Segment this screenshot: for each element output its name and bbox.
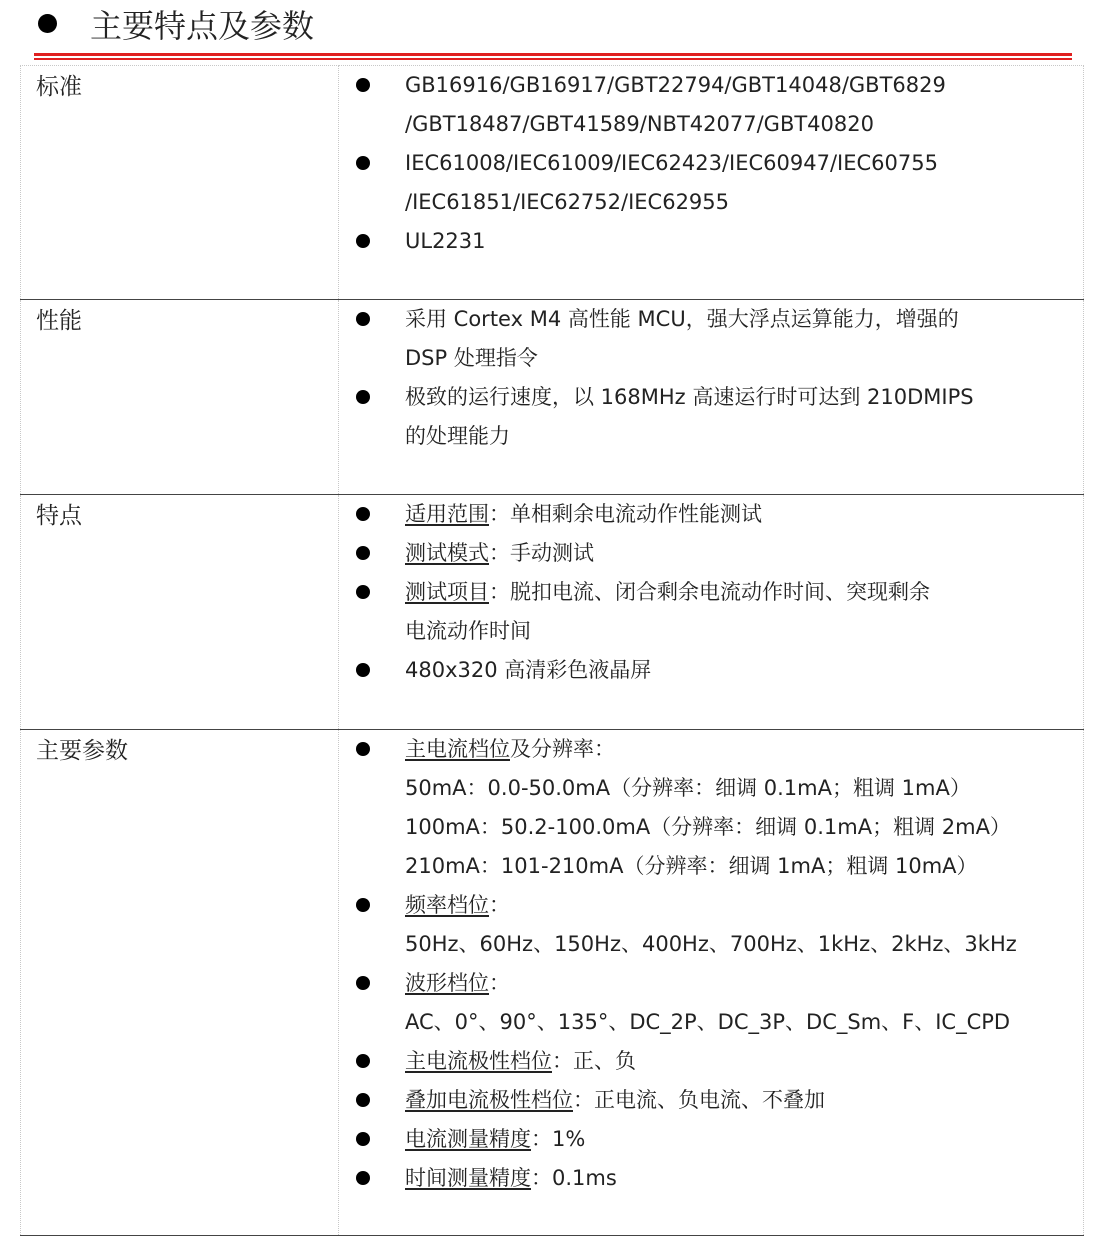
- list-item: [339, 573, 1083, 651]
- item-text: 单相剩余电流动作性能测试: [510, 502, 762, 526]
- row-content: [339, 300, 1084, 495]
- item-title: 电流测量精度: [405, 1127, 531, 1151]
- item-separator: ：: [489, 580, 510, 604]
- item-separator: 及分辨率：: [510, 737, 615, 761]
- item-text: 正电流、负电流、不叠加: [594, 1088, 825, 1112]
- item-title: 叠加电流极性档位: [405, 1088, 573, 1112]
- list-item: [339, 534, 1083, 573]
- item-title: 主电流档位: [405, 737, 510, 761]
- item-text: 1%: [552, 1127, 586, 1151]
- item-title: 适用范围: [405, 502, 489, 526]
- list-item: [339, 1081, 1083, 1120]
- row-content: [339, 66, 1084, 300]
- item-line: [405, 1159, 1083, 1198]
- item-line: [405, 1120, 1083, 1159]
- list-item: [339, 730, 1083, 886]
- list-item: [339, 1120, 1083, 1159]
- item-text: 极致的运行速度，以 168MHz 高速运行时可达到 210DMIPS: [405, 385, 974, 409]
- item-title: 测试项目: [405, 580, 489, 604]
- item-line: [405, 573, 1083, 612]
- spec-row-standards: [21, 66, 1084, 300]
- item-text: 0.1ms: [552, 1166, 617, 1190]
- bullet-list: [339, 495, 1083, 690]
- item-line: [405, 964, 1083, 1003]
- spec-table: [20, 65, 1084, 1236]
- row-label: 标准: [21, 66, 339, 300]
- item-separator: ：: [531, 1127, 552, 1151]
- item-text: 脱扣电流、闭合剩余电流动作时间、突现剩余: [510, 580, 930, 604]
- item-separator: ：: [489, 541, 510, 565]
- row-label: 主要参数: [21, 730, 339, 1236]
- list-item: [339, 66, 1083, 144]
- item-separator: ：: [552, 1049, 573, 1073]
- list-item: [339, 651, 1083, 690]
- item-separator: ：: [489, 893, 510, 917]
- item-separator: ：: [573, 1088, 594, 1112]
- list-item: [339, 495, 1083, 534]
- spec-row-performance: [21, 300, 1084, 495]
- item-separator: ：: [489, 502, 510, 526]
- bullet-list: [339, 730, 1083, 1198]
- list-item: [339, 222, 1083, 261]
- item-text: 50mA：0.0-50.0mA（分辨率：细调 0.1mA；粗调 1mA）: [405, 776, 971, 800]
- spec-row-features: [21, 495, 1084, 730]
- item-text: IEC61008/IEC61009/IEC62423/IEC60947/IEC60755: [405, 151, 938, 175]
- item-title: 测试模式: [405, 541, 489, 565]
- row-label: 特点: [21, 495, 339, 730]
- item-title: 主电流极性档位: [405, 1049, 552, 1073]
- item-text: /IEC61851/IEC62752/IEC62955: [405, 190, 730, 214]
- item-line: [405, 886, 1083, 925]
- item-text: DSP 处理指令: [405, 346, 538, 370]
- bullet-list: [339, 66, 1083, 261]
- list-item: [339, 886, 1083, 964]
- item-line: [405, 1081, 1083, 1120]
- list-item: [339, 1159, 1083, 1198]
- item-separator: ：: [489, 971, 510, 995]
- item-text: /GBT18487/GBT41589/NBT42077/GBT40820: [405, 112, 874, 136]
- item-title: 频率档位: [405, 893, 489, 917]
- row-label: 性能: [21, 300, 339, 495]
- item-line: [405, 1042, 1083, 1081]
- item-text: 480x320 高清彩色液晶屏: [405, 658, 652, 682]
- item-text: AC、0°、90°、135°、DC_2P、DC_3P、DC_Sm、F、IC_CPD: [405, 1010, 1011, 1034]
- bullet-icon: [38, 14, 57, 33]
- spec-row-parameters: [21, 730, 1084, 1236]
- item-text: GB16916/GB16917/GBT22794/GBT14048/GBT6829: [405, 73, 946, 97]
- red-divider-thin: [34, 58, 1072, 60]
- red-divider: [34, 53, 1072, 56]
- item-separator: ：: [531, 1166, 552, 1190]
- item-text: 正、负: [573, 1049, 636, 1073]
- item-text: 50Hz、60Hz、150Hz、400Hz、700Hz、1kHz、2kHz、3kHz: [405, 932, 1017, 956]
- list-item: [339, 144, 1083, 222]
- item-text: 的处理能力: [405, 424, 510, 448]
- bullet-list: [339, 300, 1083, 456]
- item-line: [405, 534, 1083, 573]
- item-text: UL2231: [405, 229, 486, 253]
- item-text: 采用 Cortex M4 高性能 MCU，强大浮点运算能力，增强的: [405, 307, 959, 331]
- list-item: [339, 300, 1083, 378]
- item-text: 手动测试: [510, 541, 594, 565]
- row-content: [339, 495, 1084, 730]
- list-item: [339, 378, 1083, 456]
- section-header: [34, 0, 1074, 64]
- item-title: 波形档位: [405, 971, 489, 995]
- item-text: 210mA：101-210mA（分辨率：细调 1mA；粗调 10mA）: [405, 854, 978, 878]
- row-content: [339, 730, 1084, 1236]
- item-text: 100mA：50.2-100.0mA（分辨率：细调 0.1mA；粗调 2mA）: [405, 815, 1011, 839]
- list-item: [339, 1042, 1083, 1081]
- item-line: [405, 730, 1083, 769]
- list-item: [339, 964, 1083, 1042]
- item-line: [405, 495, 1083, 534]
- item-title: 时间测量精度: [405, 1166, 531, 1190]
- item-text: 电流动作时间: [405, 619, 531, 643]
- section-title: 主要特点及参数: [90, 7, 315, 45]
